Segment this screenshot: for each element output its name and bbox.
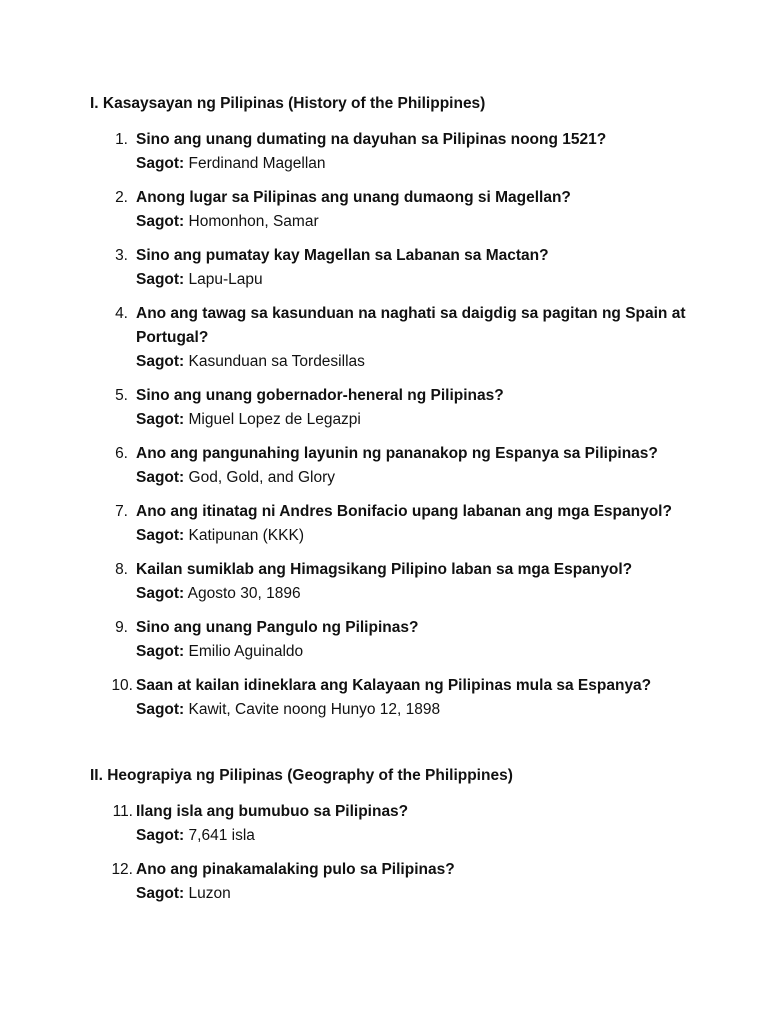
answer-text: Ferdinand Magellan — [184, 155, 326, 172]
geography-question-list — [0, 800, 768, 916]
answer-text: Homonhon, Samar — [184, 213, 319, 230]
item-number: 10. — [111, 677, 133, 694]
answer-line — [136, 408, 696, 432]
answer-text: Emilio Aguinaldo — [184, 643, 304, 660]
list-item — [0, 500, 768, 548]
answer-line — [136, 698, 696, 722]
item-number: 7. — [115, 503, 128, 520]
item-number: 1. — [115, 131, 128, 148]
item-number: 11. — [112, 803, 133, 820]
list-item — [0, 674, 768, 722]
answer-label: Sagot: — [136, 213, 185, 230]
answer-label: Sagot: — [136, 155, 185, 172]
answer-line — [136, 582, 696, 606]
answer-label: Sagot: — [136, 469, 185, 486]
list-item — [0, 128, 768, 176]
question-text: Kailan sumiklab ang Himagsikang Pilipino laban sa mga Espanyol? — [136, 561, 633, 578]
list-item — [0, 558, 768, 606]
answer-text: Kawit, Cavite noong Hunyo 12, 1898 — [184, 701, 441, 718]
answer-text: God, Gold, and Glory — [184, 469, 335, 486]
answer-label: Sagot: — [136, 643, 185, 660]
question-text: Sino ang unang gobernador-heneral ng Pilipinas? — [136, 387, 504, 404]
section-heading-history: I. Kasaysayan ng Pilipinas (History of the Philippines) — [90, 95, 486, 112]
answer-label: Sagot: — [136, 701, 185, 718]
answer-line — [136, 524, 696, 548]
question-text: Ano ang pinakamalaking pulo sa Pilipinas? — [136, 861, 455, 878]
answer-line — [136, 350, 696, 374]
list-item — [0, 800, 768, 848]
answer-text: Agosto 30, 1896 — [184, 585, 301, 602]
item-number: 2. — [115, 189, 128, 206]
answer-label: Sagot: — [136, 411, 185, 428]
question-text: Anong lugar sa Pilipinas ang unang dumaong si Magellan? — [136, 189, 571, 206]
list-item — [0, 616, 768, 664]
question-text: Ano ang itinatag ni Andres Bonifacio upang labanan ang mga Espanyol? — [136, 503, 672, 520]
answer-text: Kasunduan sa Tordesillas — [184, 353, 365, 370]
answer-text: Miguel Lopez de Legazpi — [184, 411, 361, 428]
list-item — [0, 186, 768, 234]
history-question-list — [0, 128, 768, 732]
item-number: 8. — [115, 561, 128, 578]
question-text: Ilang isla ang bumubuo sa Pilipinas? — [136, 803, 409, 820]
answer-text: 7,641 isla — [184, 827, 255, 844]
answer-line — [136, 210, 696, 234]
answer-line — [136, 268, 696, 292]
answer-label: Sagot: — [136, 527, 185, 544]
answer-label: Sagot: — [136, 353, 185, 370]
item-number: 9. — [115, 619, 128, 636]
question-text: Sino ang unang Pangulo ng Pilipinas? — [136, 619, 419, 636]
item-number: 5. — [115, 387, 128, 404]
answer-line — [136, 824, 696, 848]
list-item — [0, 442, 768, 490]
answer-line — [136, 882, 696, 906]
answer-line — [136, 466, 696, 490]
question-text: Saan at kailan idineklara ang Kalayaan ng Pilipinas mula sa Espanya? — [136, 677, 652, 694]
list-item — [0, 384, 768, 432]
list-item — [0, 302, 768, 374]
answer-label: Sagot: — [136, 827, 185, 844]
item-number: 6. — [115, 445, 128, 462]
answer-text: Lapu-Lapu — [184, 271, 263, 288]
answer-label: Sagot: — [136, 885, 185, 902]
item-number: 12. — [111, 861, 133, 878]
question-text: Sino ang unang dumating na dayuhan sa Pilipinas noong 1521? — [136, 131, 607, 148]
list-item — [0, 244, 768, 292]
question-text: Ano ang pangunahing layunin ng pananakop ng Espanya sa Pilipinas? — [136, 445, 658, 462]
answer-text: Luzon — [184, 885, 231, 902]
list-item — [0, 858, 768, 906]
answer-line — [136, 152, 696, 176]
section-heading-geography: II. Heograpiya ng Pilipinas (Geography of the Philippines) — [90, 767, 513, 784]
question-text: Ano ang tawag sa kasunduan na naghati sa daigdig sa pagitan ng Spain at Portugal? — [136, 305, 686, 346]
answer-label: Sagot: — [136, 271, 185, 288]
answer-text: Katipunan (KKK) — [184, 527, 304, 544]
item-number: 4. — [115, 305, 128, 322]
question-text: Sino ang pumatay kay Magellan sa Labanan sa Mactan? — [136, 247, 549, 264]
answer-line — [136, 640, 696, 664]
item-number: 3. — [115, 247, 128, 264]
answer-label: Sagot: — [136, 585, 185, 602]
